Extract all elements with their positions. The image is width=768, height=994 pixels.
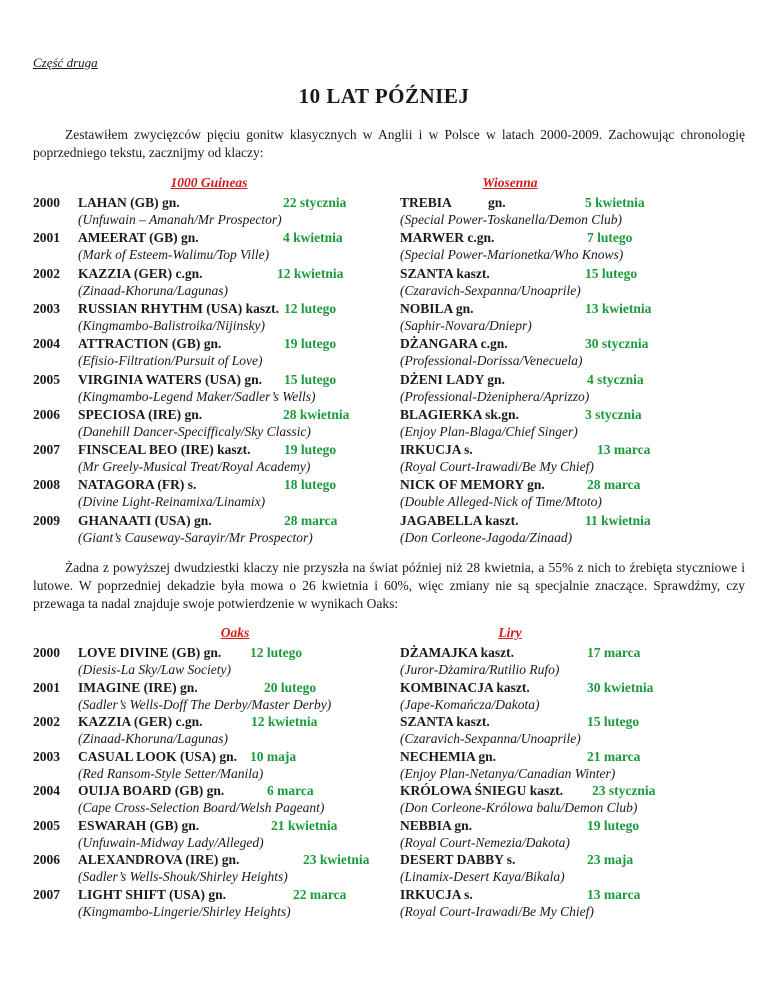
race-year: 2005	[33, 371, 60, 387]
birth-date: 11 kwietnia	[585, 512, 651, 528]
pedigree: (Sadler’s Wells-Doff The Derby/Master Derby)	[78, 696, 332, 712]
horse-line	[400, 265, 490, 282]
list-item	[33, 817, 353, 853]
birth-date: 19 lutego	[587, 817, 640, 833]
horse-name: SPECIOSA (IRE) gn.	[78, 406, 203, 422]
pedigree: (Kingmambo-Lingerie/Shirley Heights)	[78, 903, 291, 919]
list-item	[400, 265, 700, 301]
list-item	[33, 335, 353, 371]
list-item	[400, 335, 700, 371]
race-year: 2006	[33, 852, 60, 867]
intro-paragraph	[33, 126, 745, 162]
list-item	[400, 644, 700, 680]
list-item	[33, 476, 353, 512]
birth-date: 21 marca	[587, 748, 641, 764]
middle-paragraph	[33, 559, 745, 613]
birth-date: 15 lutego	[587, 714, 640, 729]
pedigree: (Diesis-La Sky/Law Society)	[78, 662, 231, 677]
intro-text: Zestawiłem zwycięzców pięciu gonitw klasycznych w Anglii i w Polsce w latach 2000-2009. Zachowując chronologię poprzedniego tekstu, zacznijmy od klaczy:	[33, 127, 745, 160]
race-year: 2000	[33, 645, 60, 660]
horse-name: IRKUCJA s.	[400, 886, 473, 902]
horse-name: LOVE DIVINE (GB) gn.	[78, 645, 222, 660]
race-year: 2009	[33, 512, 60, 528]
list-item	[400, 441, 700, 477]
horse-line	[33, 229, 199, 246]
birth-date: 10 maja	[250, 748, 297, 764]
pedigree: (Czaravich-Sexpanna/Unoaprile)	[400, 282, 581, 298]
horse-line	[33, 476, 196, 493]
birth-date: 18 lutego	[284, 477, 337, 493]
list-item	[33, 406, 353, 442]
list-item	[33, 748, 353, 784]
horse-line	[33, 371, 262, 388]
pedigree: (Zinaad-Khoruna/Lagunas)	[78, 282, 229, 298]
race-year: 2003	[33, 300, 60, 316]
horse-line	[33, 194, 180, 211]
pedigree: (Enjoy Plan-Netanya/Canadian Winter)	[400, 765, 616, 781]
heading-liry: Liry	[498, 625, 522, 640]
pedigree: (Giant’s Causeway-Sarayir/Mr Prospector)	[78, 529, 313, 545]
pedigree: (Don Corleone-Królowa balu/Demon Club)	[400, 800, 638, 815]
horse-name: IRKUCJA s.	[400, 442, 473, 458]
pedigree: (Royal Court-Irawadi/Be My Chief)	[400, 903, 594, 919]
birth-date: 5 kwietnia	[585, 195, 645, 210]
race-year: 2006	[33, 406, 60, 422]
pedigree: (Royal Court-Nemezia/Dakota)	[400, 834, 570, 850]
horse-line	[33, 441, 251, 458]
horse-name: LIGHT SHIFT (USA) gn.	[78, 886, 227, 902]
horse-line	[33, 300, 279, 317]
horse-name: OUIJA BOARD (GB) gn.	[78, 783, 225, 798]
horse-name: SZANTA kaszt.	[400, 714, 490, 729]
birth-date: 13 marca	[587, 886, 641, 902]
pedigree: (Don Corleone-Jagoda/Zinaad)	[400, 529, 573, 545]
horse-line	[400, 679, 530, 696]
birth-date: 23 stycznia	[592, 783, 656, 798]
birth-date: 30 kwietnia	[587, 679, 654, 695]
birth-date: 12 kwietnia	[277, 265, 344, 281]
list-item	[33, 441, 353, 477]
list-item	[33, 886, 353, 922]
horse-line	[400, 782, 563, 799]
race-year: 2005	[33, 817, 60, 833]
birth-date: 28 marca	[284, 512, 338, 528]
horse-line	[400, 817, 472, 834]
list-item	[400, 229, 700, 265]
horse-name: KOMBINACJA kaszt.	[400, 679, 530, 695]
horse-line	[400, 406, 519, 423]
birth-date: 4 stycznia	[587, 371, 644, 387]
race-year: 2004	[33, 336, 60, 352]
horse-name: VIRGINIA WATERS (USA) gn.	[78, 371, 263, 387]
list-item	[33, 300, 353, 336]
horse-name: BLAGIERKA sk.gn.	[400, 406, 519, 422]
pedigree: (Mr Greely-Musical Treat/Royal Academy)	[78, 459, 311, 475]
list-item	[400, 886, 700, 922]
page-title: 10 LAT PÓŹNIEJ	[298, 84, 470, 108]
birth-date: 19 lutego	[284, 442, 337, 458]
list-item	[400, 679, 700, 715]
list-item	[33, 512, 353, 548]
horse-line	[33, 713, 203, 730]
horse-name: KAZZIA (GER) c.gn.	[78, 265, 203, 281]
pedigree: (Special Power-Toskanella/Demon Club)	[400, 212, 622, 227]
pedigree: (Saphir-Novara/Dniepr)	[400, 317, 532, 333]
birth-date: 28 marca	[587, 477, 641, 493]
pedigree: (Unfuwain-Midway Lady/Alleged)	[78, 834, 264, 850]
list-item	[33, 713, 353, 749]
horse-coat: gn.	[488, 195, 506, 210]
horse-line	[33, 406, 202, 423]
horse-line	[33, 265, 203, 282]
birth-date: 20 lutego	[264, 679, 317, 695]
birth-date: 22 stycznia	[283, 195, 347, 210]
pedigree: (Cape Cross-Selection Board/Welsh Pageant)	[78, 800, 325, 815]
list-item	[33, 782, 353, 818]
race-year: 2007	[33, 886, 60, 902]
horse-name: GHANAATI (USA) gn.	[78, 512, 212, 528]
horse-line	[400, 371, 505, 388]
race-year: 2007	[33, 442, 60, 458]
pedigree: (Efisio-Filtration/Pursuit of Love)	[78, 353, 263, 369]
heading-oaks: Oaks	[220, 625, 250, 640]
birth-date: 3 stycznia	[585, 406, 642, 422]
race-year: 2002	[33, 265, 60, 281]
birth-date: 19 lutego	[284, 336, 337, 352]
race-year: 2001	[33, 679, 60, 695]
part-label: Część druga	[33, 55, 98, 70]
pedigree: (Linamix-Desert Kaya/Bikala)	[400, 869, 565, 884]
horse-name: DŻAMAJKA kaszt.	[400, 645, 514, 660]
horse-name: ATTRACTION (GB) gn.	[78, 336, 222, 352]
horse-name: ALEXANDROVA (IRE) gn.	[78, 852, 240, 867]
horse-name: DŻENI LADY gn.	[400, 371, 505, 387]
horse-name: TREBIA	[400, 195, 452, 210]
horse-name: FINSCEAL BEO (IRE) kaszt.	[78, 442, 251, 458]
horse-line	[400, 300, 474, 317]
birth-date: 23 maja	[587, 852, 634, 867]
horse-name: RUSSIAN RHYTHM (USA) kaszt.	[78, 300, 280, 316]
race-year: 2008	[33, 477, 60, 493]
list-item	[33, 851, 370, 887]
horse-name: NATAGORA (FR) s.	[78, 477, 197, 493]
birth-date: 23 kwietnia	[303, 852, 370, 867]
list-item	[400, 782, 700, 818]
race-year: 2001	[33, 230, 60, 246]
birth-date: 22 marca	[293, 886, 347, 902]
horse-line	[400, 512, 519, 529]
list-item	[400, 406, 700, 442]
birth-date: 28 kwietnia	[283, 406, 350, 422]
horse-line	[33, 748, 237, 765]
horse-line	[400, 194, 506, 211]
list-item	[33, 265, 353, 301]
list-item	[33, 194, 353, 230]
heading-1000-guineas: 1000 Guineas	[170, 175, 248, 190]
horse-name: MARWER c.gn.	[400, 230, 495, 246]
horse-name: CASUAL LOOK (USA) gn.	[78, 748, 238, 764]
pedigree: (Royal Court-Irawadi/Be My Chief)	[400, 459, 594, 475]
pedigree: (Special Power-Marionetka/Who Knows)	[400, 247, 624, 263]
horse-line	[33, 886, 226, 903]
list-item	[400, 371, 700, 407]
horse-line	[400, 886, 473, 903]
list-item	[400, 817, 700, 853]
birth-date: 15 lutego	[585, 265, 638, 281]
horse-line	[33, 817, 199, 834]
horse-name: LAHAN (GB) gn.	[78, 195, 180, 210]
horse-name: NEBBIA gn.	[400, 817, 473, 833]
list-item	[400, 194, 700, 230]
horse-name: KRÓLOWA ŚNIEGU kaszt.	[400, 783, 564, 798]
middle-text: Żadna z powyższej dwudziestki klaczy nie przyszła na świat później niż 28 kwietnia, a 55% z nich to źrebięta styczniowe i lutowe. W poprzedniej dekadzie była mowa o 26 kwietnia i 60%, więc zmiany nie są specjalnie znaczące. Sprawdźmy, czy przewaga ta nadal znajduje swoje potwierdzenie w wynikach Oaks:	[33, 560, 745, 611]
horse-line	[400, 229, 494, 246]
horse-line	[33, 512, 212, 529]
horse-name: NOBILA gn.	[400, 300, 474, 316]
pedigree: (Mark of Esteem-Walimu/Top Ville)	[78, 247, 270, 263]
horse-line	[33, 782, 224, 799]
birth-date: 13 marca	[597, 442, 651, 458]
horse-line	[400, 335, 508, 352]
horse-line	[400, 644, 514, 661]
race-year: 2003	[33, 748, 60, 764]
list-item	[400, 476, 700, 512]
pedigree: (Double Alleged-Nick of Time/Mtoto)	[400, 494, 602, 510]
birth-date: 12 lutego	[284, 300, 337, 316]
pedigree: (Professional-Dorissa/Venecuela)	[400, 353, 583, 369]
birth-date: 7 lutego	[587, 230, 633, 246]
horse-line	[400, 713, 490, 730]
horse-line	[400, 476, 545, 493]
horse-line	[33, 335, 221, 352]
horse-name: AMEERAT (GB) gn.	[78, 230, 199, 246]
pedigree: (Sadler’s Wells-Shouk/Shirley Heights)	[78, 869, 288, 884]
pedigree: (Divine Light-Reinamixa/Linamix)	[78, 494, 266, 510]
horse-name: IMAGINE (IRE) gn.	[78, 679, 198, 695]
birth-date: 6 marca	[267, 783, 314, 798]
horse-name: DESERT DABBY s.	[400, 852, 516, 867]
horse-name: KAZZIA (GER) c.gn.	[78, 714, 203, 729]
pedigree: (Zinaad-Khoruna/Lagunas)	[78, 731, 229, 746]
horse-name: NICK OF MEMORY gn.	[400, 477, 545, 493]
horse-line	[400, 441, 473, 458]
birth-date: 4 kwietnia	[283, 230, 343, 246]
horse-name: DŻANGARA c.gn.	[400, 336, 508, 352]
pedigree: (Enjoy Plan-Blaga/Chief Singer)	[400, 423, 578, 439]
birth-date: 17 marca	[587, 645, 641, 660]
race-year: 2002	[33, 714, 60, 729]
horse-name: ESWARAH (GB) gn.	[78, 817, 200, 833]
list-item	[400, 713, 700, 749]
horse-name: SZANTA kaszt.	[400, 265, 490, 281]
pedigree: (Unfuwain – Amanah/Mr Prospector)	[78, 212, 282, 227]
pedigree: (Kingmambo-Balistroika/Nijinsky)	[78, 317, 265, 333]
heading-wiosenna: Wiosenna	[482, 175, 538, 190]
horse-line	[400, 748, 496, 765]
list-item	[400, 851, 700, 887]
list-item	[33, 371, 353, 407]
birth-date: 13 kwietnia	[585, 300, 652, 316]
list-item	[400, 300, 700, 336]
horse-line	[33, 644, 221, 661]
pedigree: (Czaravich-Sexpanna/Unoaprile)	[400, 731, 581, 746]
list-item	[33, 229, 353, 265]
birth-date: 12 kwietnia	[251, 714, 318, 729]
list-item	[33, 679, 353, 715]
pedigree: (Red Ransom-Style Setter/Manila)	[78, 765, 264, 781]
horse-line	[33, 851, 239, 868]
pedigree: (Kingmambo-Legend Maker/Sadler’s Wells)	[78, 388, 316, 404]
pedigree: (Professional-Dżeniphera/Aprizzo)	[400, 388, 590, 404]
birth-date: 21 kwietnia	[271, 817, 338, 833]
birth-date: 30 stycznia	[585, 336, 649, 352]
horse-line	[33, 679, 198, 696]
race-year: 2004	[33, 783, 60, 798]
birth-date: 15 lutego	[284, 371, 337, 387]
birth-date: 12 lutego	[250, 645, 303, 660]
horse-name: JAGABELLA kaszt.	[400, 512, 519, 528]
horse-name: NECHEMIA gn.	[400, 748, 497, 764]
list-item	[400, 748, 700, 784]
pedigree: (Jape-Komańcza/Dakota)	[400, 696, 540, 712]
list-item	[33, 644, 353, 680]
race-year: 2000	[33, 195, 60, 210]
pedigree: (Juror-Dżamira/Rutilio Rufo)	[400, 662, 560, 677]
horse-line	[400, 851, 515, 868]
pedigree: (Danehill Dancer-Specifficaly/Sky Classic)	[78, 423, 311, 439]
list-item	[400, 512, 700, 548]
